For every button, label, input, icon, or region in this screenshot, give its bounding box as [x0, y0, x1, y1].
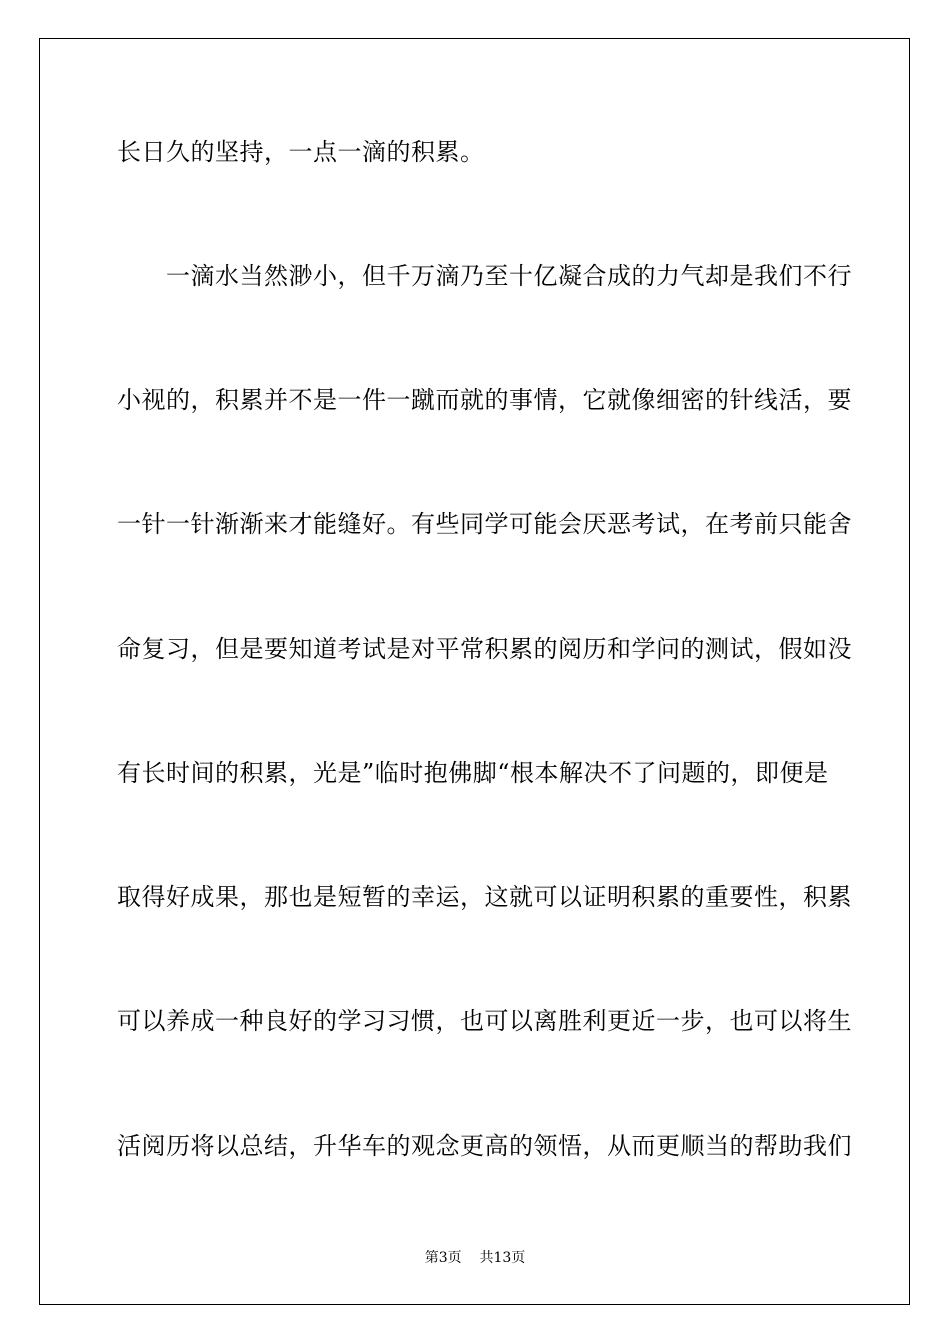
body-text-line: 一滴水当然渺小，但千万滴乃至十亿凝合成的力气却是我们不行 — [117, 262, 852, 290]
body-text-line: 小视的，积累并不是一件一蹴而就的事情，它就像细密的针线活，要 — [117, 386, 852, 414]
page-footer — [0, 1249, 950, 1267]
body-text-line: 有长时间的积累，光是”临时抱佛脚“根本解决不了问题的，即便是 — [117, 759, 829, 787]
page-total: 共13页 — [479, 1250, 526, 1266]
body-text-line: 命复习，但是要知道考试是对平常积累的阅历和学问的测试，假如没 — [117, 635, 852, 663]
body-text-line: 长日久的坚持，一点一滴的积累。 — [117, 138, 485, 166]
body-text-line: 一针一针渐渐来才能缝好。有些同学可能会厌恶考试，在考前只能舍 — [117, 510, 852, 538]
page-border — [39, 38, 910, 1305]
body-text-line: 取得好成果，那也是短暂的幸运，这就可以证明积累的重要性，积累 — [117, 883, 852, 911]
body-text-line: 活阅历将以总结，升华车的观念更高的领悟，从而更顺当的帮助我们 — [117, 1132, 852, 1160]
page-number: 第3页 — [424, 1250, 462, 1266]
body-text-line: 可以养成一种良好的学习习惯，也可以离胜利更近一步，也可以将生 — [117, 1007, 852, 1035]
